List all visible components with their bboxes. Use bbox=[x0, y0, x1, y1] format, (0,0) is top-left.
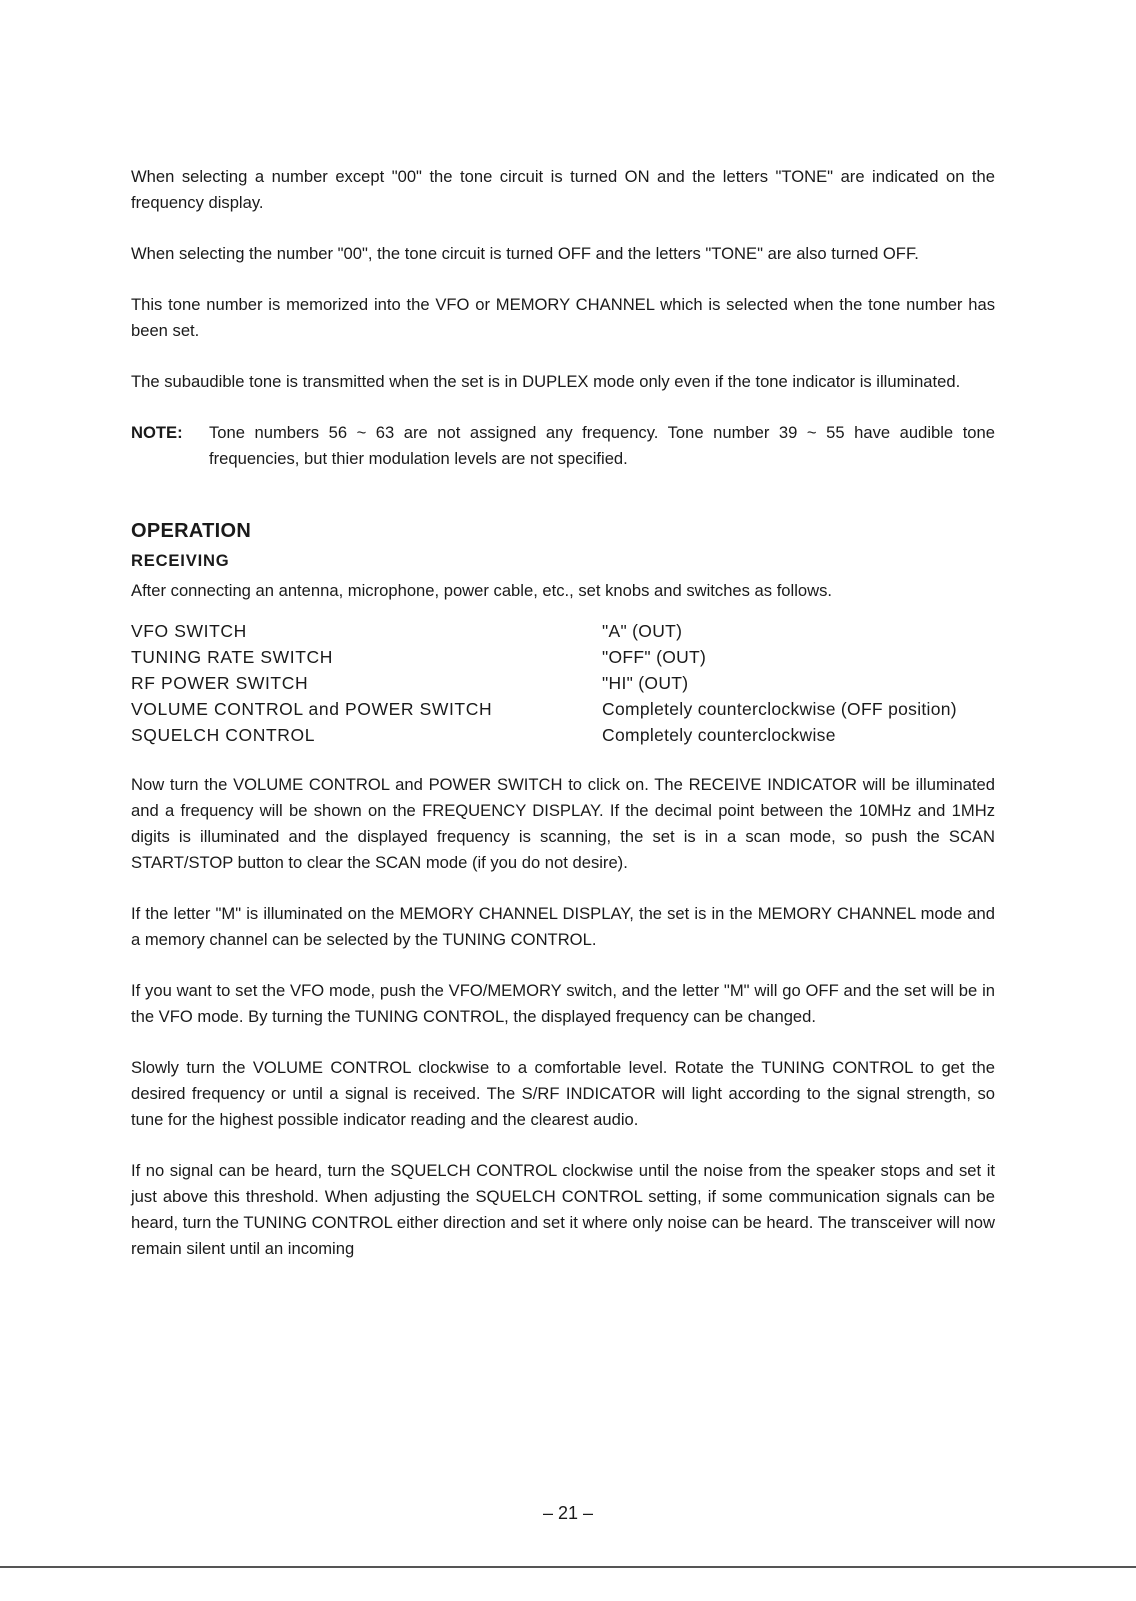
section-heading-operation: OPERATION bbox=[131, 520, 252, 542]
paragraph-squelch: If no signal can be heard, turn the SQUELCH CONTROL clockwise until the noise from the speaker stops and set it just above this threshold. When adjusting the SQUELCH CONTROL setting, if some communication signals can be heard, turn the TUNING CONTROL either direction and set it where only noise can be heard. The transceiver will now remain silent until an incoming bbox=[131, 1161, 995, 1258]
settings-row bbox=[131, 696, 995, 722]
paragraph-subaudible-tone: The subaudible tone is transmitted when the set is in DUPLEX mode only even if the tone indicator is illuminated. bbox=[131, 372, 961, 391]
note-text: Tone numbers 56 ~ 63 are not assigned any frequency. Tone number 39 ~ 55 have audible tone frequencies, but thier modulation levels are not specified. bbox=[209, 423, 995, 468]
setting-value: "A" (OUT) bbox=[602, 621, 683, 641]
setting-name: RF POWER SWITCH bbox=[131, 673, 309, 693]
paragraph-tone-memorized: This tone number is memorized into the VFO or MEMORY CHANNEL which is selected when the tone number has been set. bbox=[131, 295, 995, 340]
settings-row bbox=[131, 644, 995, 670]
setting-value: Completely counterclockwise (OFF position) bbox=[602, 699, 957, 719]
setting-value: Completely counterclockwise bbox=[602, 725, 836, 745]
receiving-intro: After connecting an antenna, microphone, power cable, etc., set knobs and switches as follows. bbox=[131, 581, 833, 600]
paragraph-memory-channel: If the letter "M" is illuminated on the MEMORY CHANNEL DISPLAY, the set is in the MEMORY CHANNEL mode and a memory channel can be selected by the TUNING CONTROL. bbox=[131, 904, 995, 949]
subsection-heading-receiving: RECEIVING bbox=[131, 551, 230, 570]
page-number: – 21 – bbox=[542, 1503, 594, 1523]
setting-name: VFO SWITCH bbox=[131, 621, 247, 641]
setting-value: "OFF" (OUT) bbox=[602, 647, 707, 667]
settings-table bbox=[131, 618, 995, 748]
setting-name: SQUELCH CONTROL bbox=[131, 725, 316, 745]
setting-name: TUNING RATE SWITCH bbox=[131, 647, 333, 667]
paragraph-power-on: Now turn the VOLUME CONTROL and POWER SWITCH to click on. The RECEIVE INDICATOR will be illuminated and a frequency will be shown on the FREQUENCY DISPLAY. If the decimal point between the 10MHz and 1MHz digits is illuminated and the displayed frequency is scanning, the set is in a scan mode, so push the SCAN START/STOP button to clear the SCAN mode (if you do not desire). bbox=[131, 775, 995, 872]
paragraph-tone-off: When selecting the number "00", the tone circuit is turned OFF and the letters "TONE" are also turned OFF. bbox=[131, 244, 919, 263]
note-block bbox=[131, 420, 995, 472]
paragraph-tone-on: When selecting a number except "00" the tone circuit is turned ON and the letters "TONE" are indicated on the frequency display. bbox=[131, 167, 995, 212]
bottom-rule bbox=[0, 1566, 1136, 1568]
note-label: NOTE: bbox=[131, 423, 183, 442]
setting-value: "HI" (OUT) bbox=[602, 673, 689, 693]
paragraph-vfo-mode: If you want to set the VFO mode, push the VFO/MEMORY switch, and the letter "M" will go OFF and the set will be in the VFO mode. By turning the TUNING CONTROL, the displayed frequency can be changed. bbox=[131, 981, 995, 1026]
settings-row bbox=[131, 670, 995, 696]
settings-row bbox=[131, 722, 995, 748]
settings-row bbox=[131, 618, 995, 644]
manual-page-body bbox=[131, 164, 995, 1287]
paragraph-volume-tuning: Slowly turn the VOLUME CONTROL clockwise to a comfortable level. Rotate the TUNING CONTROL to get the desired frequency or until a signal is received. The S/RF INDICATOR will light according to the signal strength, so tune for the highest possible indicator reading and the clearest audio. bbox=[131, 1058, 995, 1129]
setting-name: VOLUME CONTROL and POWER SWITCH bbox=[131, 699, 493, 719]
